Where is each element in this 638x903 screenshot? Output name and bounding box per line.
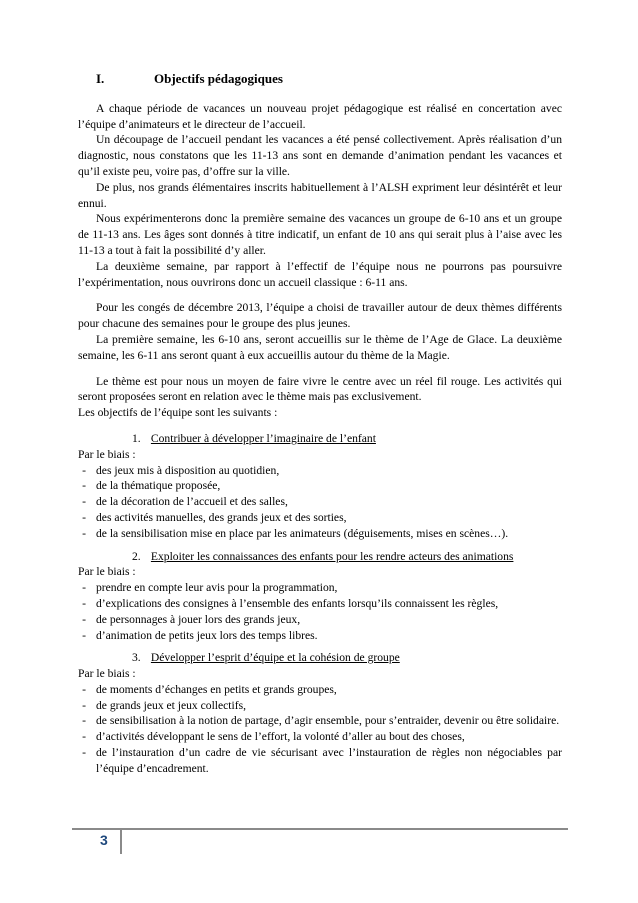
objective-items: [78, 580, 562, 643]
page-number: 3: [100, 832, 108, 848]
list-item: - d’activités développant le sens de l’effort, la volonté d’aller au bout des choses,: [82, 730, 465, 744]
objective-2: [78, 549, 562, 644]
list-item: - de la thématique proposée,: [82, 479, 221, 493]
intro-paragraphs: [78, 101, 562, 291]
theme-paragraphs: [78, 300, 562, 363]
list-item: - prendre en compte leur avis pour la programmation,: [82, 581, 338, 595]
paragraph-fil-rouge: Le thème est pour nous un moyen de faire vivre le centre avec un réel fil rouge. Les activités qui seront proposées seront en relation avec le thème mais pas exclusivement.: [78, 374, 562, 404]
objective-number: 2.: [132, 549, 141, 563]
section-heading: [78, 71, 562, 87]
objective-title: [78, 650, 562, 666]
footer-divider: [120, 828, 122, 854]
paragraph: Pour les congés de décembre 2013, l’équipe a choisi de travailler autour de deux thèmes différents pour chacune des semaines pour le groupe des plus jeunes.: [78, 301, 562, 331]
list-item: - de personnages à jouer lors des grands jeux,: [82, 612, 301, 626]
objective-title-text: Exploiter les connaissances des enfants pour les rendre acteurs des animations: [150, 549, 514, 563]
paragraph: Nous expérimenterons donc la première semaine des vacances un groupe de 6-10 ans et un groupe de 11-13 ans. Les âges sont donnés à titre indicatif, un enfant de 10 ans qui serait plus à l’aise avec les 11-13 a tout à fait la possibilité d’y aller.: [78, 212, 562, 257]
paragraph: La deuxième semaine, par rapport à l’effectif de l’équipe nous ne pourrons pas poursuivre l’expérimentation, nous ouvrirons donc un accueil classique : 6-11 ans.: [78, 259, 562, 289]
paragraph: Un découpage de l’accueil pendant les vacances a été pensé collectivement. Après réalisation d’un diagnostic, nous constatons que les 11-13 ans sont en demande d’animation pendant les vacances et qu’il existe peu, voire pas, d’offre sur la ville.: [78, 133, 562, 178]
objective-items: [78, 682, 562, 777]
by-means-label: Par le biais :: [78, 667, 136, 681]
list-item: - de la décoration de l’accueil et des salles,: [82, 495, 288, 509]
list-item: - de l’instauration d’un cadre de vie sécurisant avec l’instauration de règles non négociables par l’équipe d’encadrement.: [82, 746, 562, 775]
footer-rule: [72, 828, 568, 830]
objective-1: [78, 431, 562, 542]
objective-title-text: Contribuer à développer l’imaginaire de l’enfant: [150, 431, 376, 445]
paragraph: De plus, nos grands élémentaires inscrits habituellement à l’ALSH expriment leur désintérêt et leur ennui.: [78, 180, 562, 210]
paragraph: A chaque période de vacances un nouveau projet pédagogique est réalisé en concertation avec l’équipe d’animateurs et le directeur de l’accueil.: [78, 101, 562, 131]
objective-number: 3.: [132, 651, 141, 665]
list-item: - d’animation de petits jeux lors des temps libres.: [82, 628, 318, 642]
list-item: - de grands jeux et jeux collectifs,: [82, 698, 247, 712]
by-means-label: Par le biais :: [78, 447, 136, 461]
list-item: - des jeux mis à disposition au quotidien,: [82, 463, 280, 477]
objective-title: [78, 431, 562, 447]
objective-3: [78, 650, 562, 776]
list-item: - des activités manuelles, des grands jeux et des sorties,: [82, 510, 347, 524]
section-title: Objectifs pédagogiques: [154, 71, 283, 86]
objective-title-text: Développer l’esprit d’équipe et la cohésion de groupe: [150, 651, 400, 665]
list-item: - de sensibilisation à la notion de partage, d’agir ensemble, pour s’entraider, devenir ou être solidaire.: [82, 714, 560, 728]
list-item: - de la sensibilisation mise en place par les animateurs (déguisements, mises en scènes…).: [82, 526, 509, 540]
by-means-label: Par le biais :: [78, 565, 136, 579]
objectives-intro: Les objectifs de l’équipe sont les suivants :: [78, 406, 278, 420]
section-number: I.: [96, 71, 105, 86]
paragraph: La première semaine, les 6-10 ans, seront accueillis sur le thème de l’Age de Glace. La deuxième semaine, les 6-11 ans seront quant à eux accueillis autour du thème de la Magie.: [78, 332, 562, 362]
document-page: [78, 71, 562, 777]
list-item: - de moments d’échanges en petits et grands groupes,: [82, 682, 337, 696]
list-item: - d’explications des consignes à l’ensemble des enfants lorsqu’ils connaissent les règles,: [82, 596, 499, 610]
objective-number: 1.: [132, 431, 141, 445]
objective-items: [78, 463, 562, 542]
objective-title: [78, 549, 562, 565]
